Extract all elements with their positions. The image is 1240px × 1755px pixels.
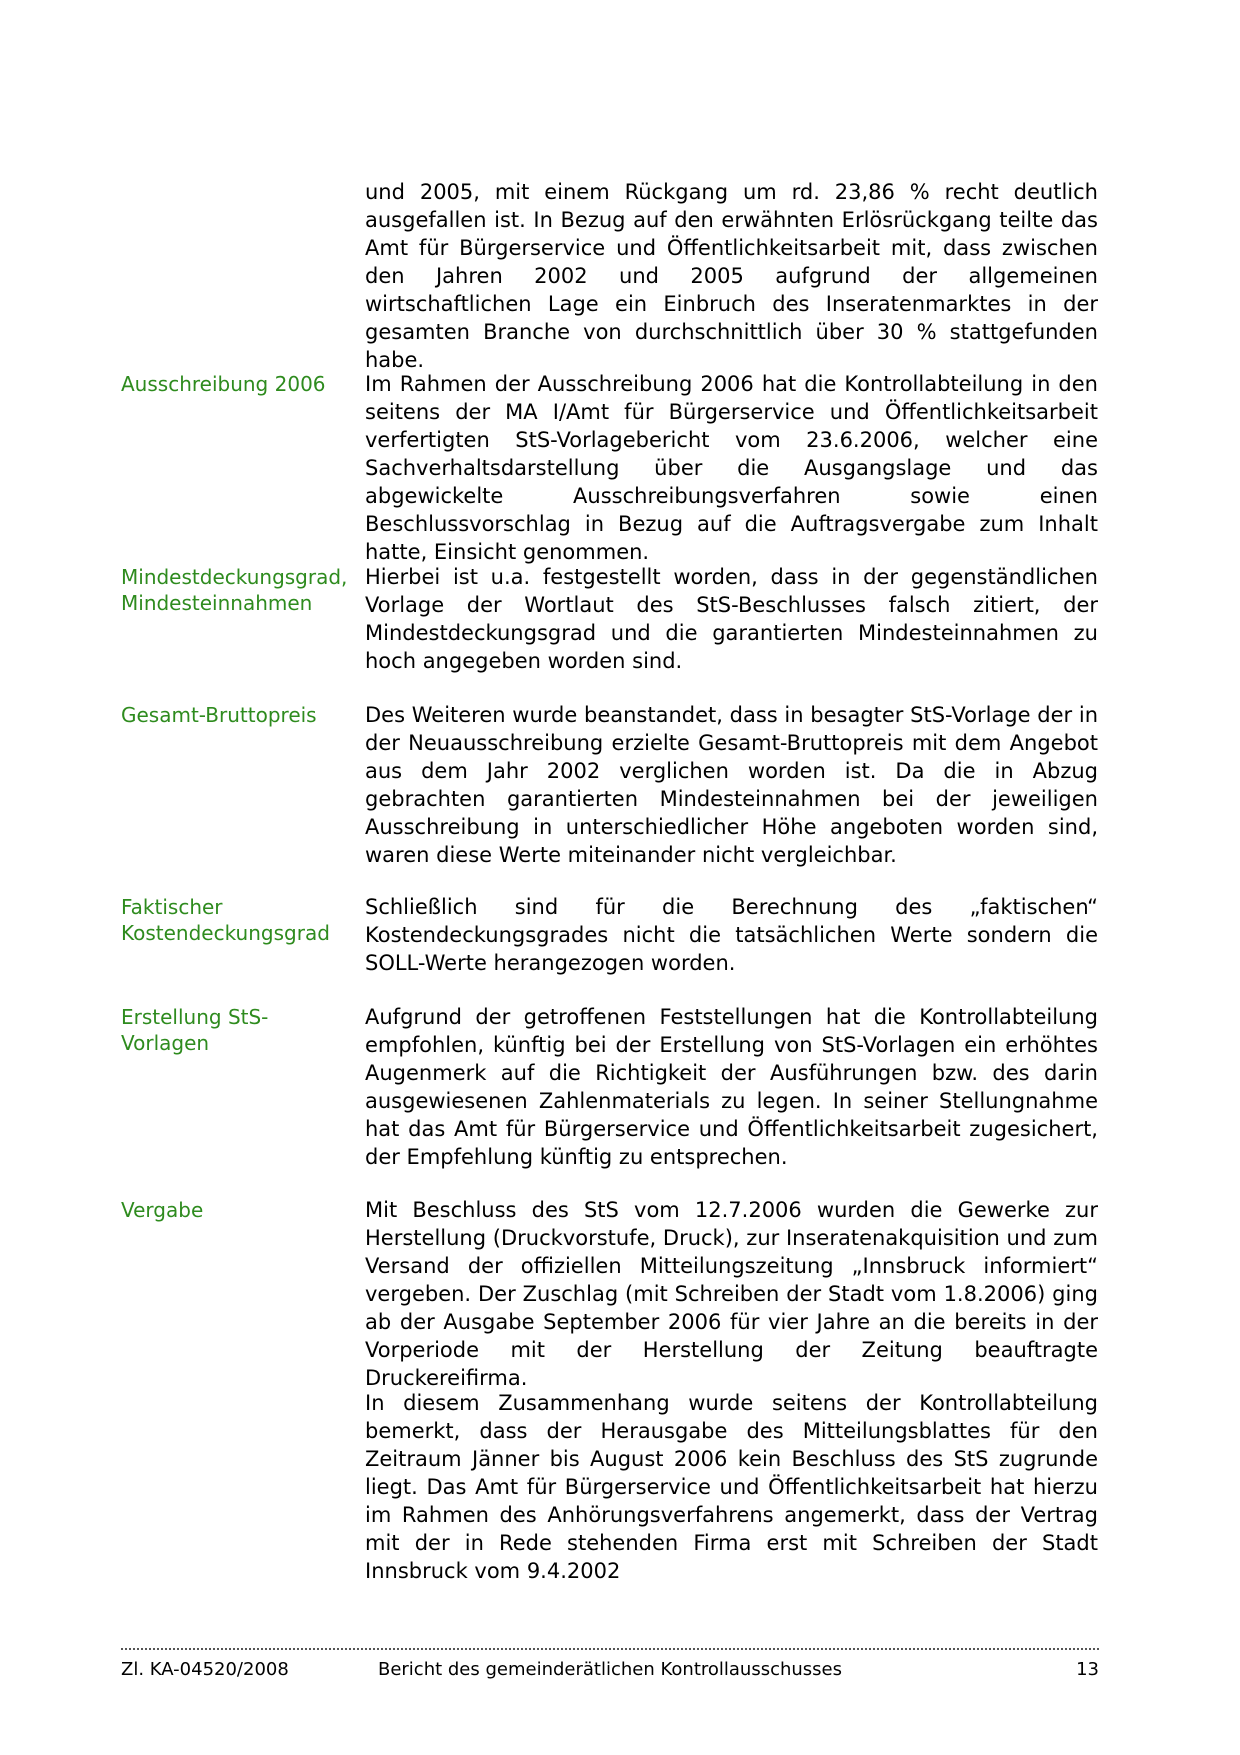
margin-label-line: Mindestdeckungsgrad, <box>121 565 348 589</box>
page-number: 13 <box>1076 1659 1099 1680</box>
margin-label-ausschreibung: Ausschreibung 2006 <box>121 372 326 396</box>
margin-label-line: Faktischer <box>121 895 223 919</box>
margin-label-mindestdeckungsgrad <box>121 564 351 616</box>
paragraph-zusammenhang: In diesem Zusammenhang wurde seitens der Kontrollabteilung bemerkt, dass der Herausgabe des Mitteilungsblattes für den Zeitraum Jänner bis August 2006 kein Beschluss des StS zugrunde liegt. Das Amt für Bürgerservice und Öffentlichkeitsarbeit hat hierzu im Rahmen des Anhörungsverfahrens angemerkt, dass der Vertrag mit der in Rede stehenden Firma erst mit Schreiben der Stadt Innsbruck vom 9.4.2002 <box>365 1391 1098 1583</box>
paragraph-erstellung: Aufgrund der getroffenen Feststellungen hat die Kontrollabteilung empfohlen, künftig bei der Erstellung von StS-Vorlagen ein erhöhtes Augenmerk auf die Richtigkeit der Ausführungen bzw. des darin ausgewiesenen Zahlenmaterials zu legen. In seiner Stellungnahme hat das Amt für Bürgerservice und Öffentlichkeitsarbeit zugesichert, der Empfehlung künftig zu entsprechen. <box>365 1005 1098 1169</box>
paragraph-vergabe: Mit Beschluss des StS vom 12.7.2006 wurden die Gewerke zur Herstellung (Druckvorstufe, Druck), zur Inseratenakquisition und zum Versand der offiziellen Mitteilungszeitung „Innsbruck informiert“ vergeben. Der Zuschlag (mit Schreiben der Stadt vom 1.8.2006) ging ab der Ausgabe September 2006 für vier Jahre an die bereits in der Vorperiode mit der Herstellung der Zeitung beauftragte Druckereifirma. <box>365 1198 1098 1390</box>
margin-label-line: Mindesteinnahmen <box>121 591 313 615</box>
paragraph-bruttopreis: Des Weiteren wurde beanstandet, dass in besagter StS-Vorlage der in der Neuausschreibung erzielte Gesamt-Bruttopreis mit dem Angebot aus dem Jahr 2002 verglichen worden ist. Da die in Abzug gebrachten garantierten Mindesteinnahmen bei der jeweiligen Ausschreibung in unterschiedlicher Höhe angeboten worden sind, waren diese Werte miteinander nicht vergleichbar. <box>365 703 1098 867</box>
margin-label-kostendeckungsgrad <box>121 894 351 946</box>
page-footer <box>121 1656 1099 1684</box>
paragraph-continuation: und 2005, mit einem Rückgang um rd. 23,86 % recht deutlich ausgefallen ist. In Bezug auf den erwähnten Erlösrückgang teilte das Amt für Bürgerservice und Öffentlichkeitsarbeit mit, dass zwischen den Jahren 2002 und 2005 aufgrund der allgemeinen wirtschaftlichen Lage ein Einbruch des Inseratenmarktes in der gesamten Branche von durchschnittlich über 30 % stattgefunden habe. <box>365 180 1098 372</box>
paragraph-kostendeckungsgrad: Schließlich sind für die Berechnung des „faktischen“ Kostendeckungsgrades nicht die tatsächlichen Werte sondern die SOLL-Werte herangezogen worden. <box>365 895 1098 975</box>
footer-title: Bericht des gemeinderätlichen Kontrollausschusses <box>377 1659 843 1680</box>
paragraph-ausschreibung: Im Rahmen der Ausschreibung 2006 hat die Kontrollabteilung in den seitens der MA I/Amt für Bürgerservice und Öffentlichkeitsarbeit verfertigten StS-Vorlagebericht vom 23.6.2006, welcher eine Sachverhaltsdarstellung über die Ausgangslage und das abgewickelte Ausschreibungsverfahren sowie einen Beschlussvorschlag in Bezug auf die Auftragsvergabe zum Inhalt hatte, Einsicht genommen. <box>365 372 1098 564</box>
margin-label-erstellung: Erstellung StS-Vorlagen <box>121 1005 269 1055</box>
footer-divider <box>121 1648 1099 1650</box>
margin-label-line: Kostendeckungsgrad <box>121 921 330 945</box>
paragraph-mindestdeckungsgrad: Hierbei ist u.a. festgestellt worden, dass in der gegenständlichen Vorlage der Wortlaut des StS-Beschlusses falsch zitiert, der Mindestdeckungsgrad und die garantierten Mindesteinnahmen zu hoch angegeben worden sind. <box>365 565 1098 673</box>
margin-label-bruttopreis: Gesamt-Bruttopreis <box>121 703 317 727</box>
footer-reference: Zl. KA-04520/2008 <box>121 1659 289 1680</box>
margin-label-vergabe: Vergabe <box>121 1198 204 1222</box>
